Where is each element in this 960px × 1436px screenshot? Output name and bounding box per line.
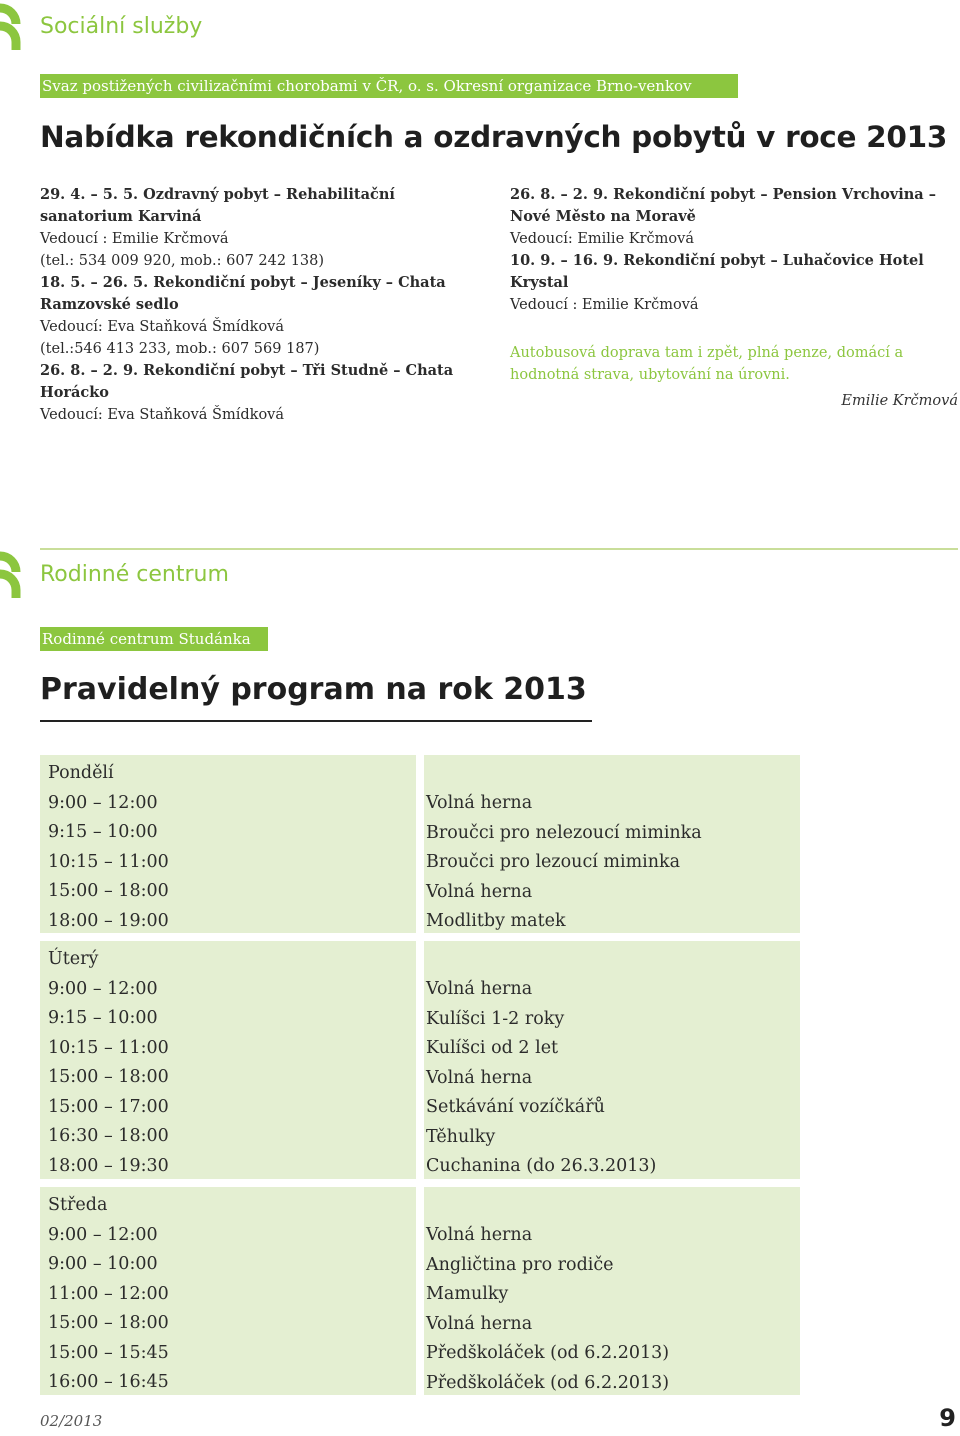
time-slot: 18:00 – 19:30 bbox=[48, 1155, 169, 1176]
time-slot: 9:15 – 10:00 bbox=[48, 1008, 158, 1028]
heading-underline bbox=[40, 720, 592, 722]
time-slot: 9:00 – 12:00 bbox=[48, 978, 158, 999]
stay-detail: Vedoucí : Emilie Krčmová bbox=[510, 297, 699, 313]
day-times-cell bbox=[40, 1187, 416, 1395]
stay-title: 10. 9. – 16. 9. Rekondiční pobyt – Luhačovice Hotel Krystal bbox=[510, 252, 924, 291]
stay-title: 29. 4. – 5. 5. Ozdravný pobyt – Rehabilitační sanatorium Karviná bbox=[40, 186, 395, 225]
activity: Kulíšci od 2 let bbox=[426, 1038, 559, 1058]
section-title: Sociální služby bbox=[40, 14, 203, 39]
stay-title: 26. 8. – 2. 9. Rekondiční pobyt – Pension Vrchovina – Nové Město na Moravě bbox=[510, 186, 936, 225]
time-slot: 11:00 – 12:00 bbox=[48, 1283, 169, 1304]
activity: Modlitby matek bbox=[426, 911, 566, 931]
stay-detail: Vedoucí: Eva Staňková Šmídková bbox=[40, 319, 285, 335]
section-marker-icon bbox=[0, 0, 24, 50]
activity: Volná herna bbox=[426, 793, 533, 813]
activity: Volná herna bbox=[426, 1067, 533, 1088]
activity: Angličtina pro rodiče bbox=[426, 1254, 614, 1275]
page-heading: Nabídka rekondičních a ozdravných pobytů v roce 2013 bbox=[40, 120, 948, 154]
day-activities-cell bbox=[424, 755, 800, 933]
time-slot: 15:00 – 18:00 bbox=[48, 1313, 169, 1333]
section-divider bbox=[40, 548, 958, 550]
activity: Volná herna bbox=[426, 1225, 533, 1245]
organization-banner: Svaz postižených civilizačními chorobami v ČR, o. s. Okresní organizace Brno-venkov bbox=[40, 74, 738, 98]
day-times-cell bbox=[40, 755, 416, 933]
issue-label: 02/2013 bbox=[40, 1412, 103, 1430]
section-title: Rodinné centrum bbox=[40, 562, 229, 587]
time-slot: 15:00 – 15:45 bbox=[48, 1342, 169, 1363]
time-slot: 15:00 – 18:00 bbox=[48, 1067, 169, 1087]
day-name: Středa bbox=[48, 1195, 108, 1215]
activity: Volná herna bbox=[426, 979, 533, 999]
organization-banner: Rodinné centrum Studánka bbox=[40, 627, 268, 651]
section-marker-icon bbox=[0, 548, 24, 598]
activity: Předškoláček (od 6.2.2013) bbox=[426, 1343, 670, 1363]
stay-detail: Vedoucí : Emilie Krčmová bbox=[40, 231, 229, 247]
day-times-cell bbox=[40, 941, 416, 1179]
day-activities-cell bbox=[424, 941, 800, 1179]
activity: Volná herna bbox=[426, 881, 533, 902]
activity: Broučci pro lezoucí miminka bbox=[426, 852, 681, 872]
page-number: 9 bbox=[939, 1404, 956, 1432]
stay-title: 26. 8. – 2. 9. Rekondiční pobyt – Tři Studně – Chata Horácko bbox=[40, 362, 454, 401]
activity: Broučci pro nelezoucí miminka bbox=[426, 822, 702, 843]
signature: Emilie Krčmová bbox=[841, 393, 958, 409]
program-heading: Pravidelný program na rok 2013 bbox=[40, 672, 587, 707]
left-column bbox=[40, 184, 488, 426]
stay-detail: Vedoucí: Emilie Krčmová bbox=[510, 231, 694, 247]
activity: Setkávání vozíčkářů bbox=[426, 1097, 605, 1117]
time-slot: 9:00 – 10:00 bbox=[48, 1254, 158, 1274]
time-slot: 9:00 – 12:00 bbox=[48, 792, 158, 813]
stay-detail: (tel.: 534 009 920, mob.: 607 242 138) bbox=[40, 253, 325, 269]
stay-detail: (tel.:546 413 233, mob.: 607 569 187) bbox=[40, 341, 320, 357]
stay-title: 18. 5. – 26. 5. Rekondiční pobyt – Jeseníky – Chata Ramzovské sedlo bbox=[40, 274, 446, 313]
activity: Kulíšci 1-2 roky bbox=[426, 1008, 565, 1029]
activity: Předškoláček (od 6.2.2013) bbox=[426, 1372, 670, 1393]
day-name: Pondělí bbox=[48, 763, 114, 783]
activity: Cuchanina (do 26.3.2013) bbox=[426, 1156, 657, 1176]
time-slot: 18:00 – 19:00 bbox=[48, 910, 169, 931]
time-slot: 9:15 – 10:00 bbox=[48, 822, 158, 842]
activity: Mamulky bbox=[426, 1284, 509, 1304]
stay-detail: Vedoucí: Eva Staňková Šmídková bbox=[40, 407, 285, 423]
time-slot: 16:00 – 16:45 bbox=[48, 1372, 169, 1392]
time-slot: 15:00 – 18:00 bbox=[48, 881, 169, 901]
right-column bbox=[510, 184, 958, 412]
transport-note: Autobusová doprava tam i zpět, plná penze, domácí a hodnotná strava, ubytování na úrovni. bbox=[510, 345, 904, 383]
time-slot: 15:00 – 17:00 bbox=[48, 1096, 169, 1117]
activity: Volná herna bbox=[426, 1313, 533, 1334]
time-slot: 10:15 – 11:00 bbox=[48, 851, 169, 872]
stay-list bbox=[510, 184, 958, 316]
day-name: Úterý bbox=[48, 949, 99, 969]
time-slot: 10:15 – 11:00 bbox=[48, 1037, 169, 1058]
time-slot: 9:00 – 12:00 bbox=[48, 1224, 158, 1245]
time-slot: 16:30 – 18:00 bbox=[48, 1126, 169, 1146]
day-activities-cell bbox=[424, 1187, 800, 1395]
activity: Těhulky bbox=[426, 1126, 496, 1147]
